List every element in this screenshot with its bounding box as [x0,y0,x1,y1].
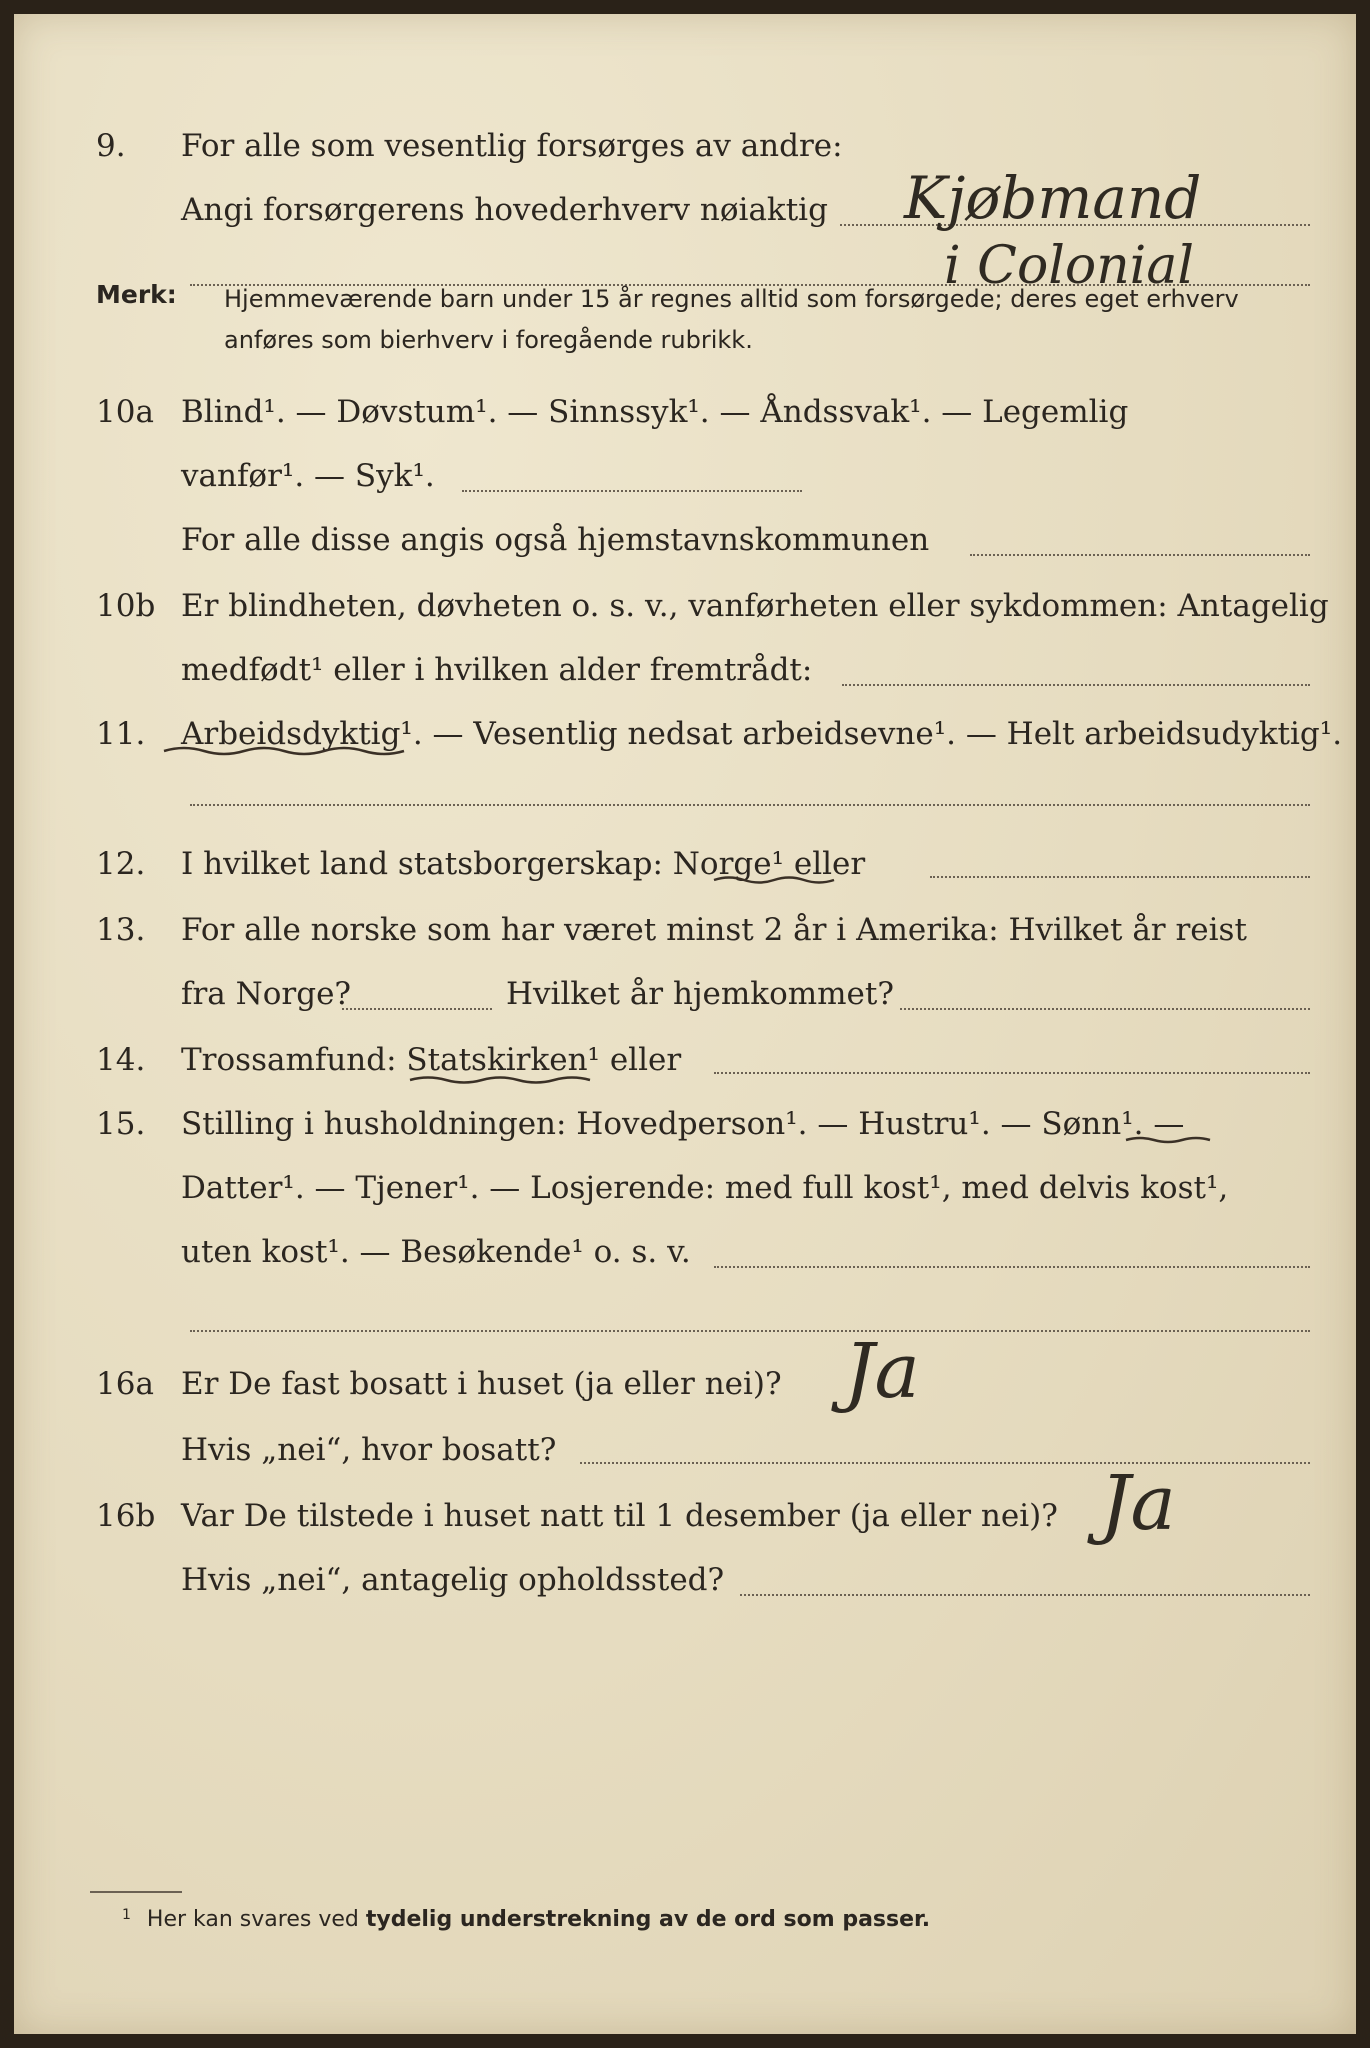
question-text: uten kost¹. — Besøkende¹ o. s. v. [181,1234,691,1270]
answer-line [580,1462,1310,1464]
census-form-page [14,14,1356,2034]
footnote-mark: 1 [122,1907,131,1923]
handwritten-answer-branch: i Colonial [944,236,1194,296]
answer-line [740,1594,1310,1596]
question-text: Stilling i husholdningen: Hovedperson¹. — Hustru¹. — Sønn¹. — [181,1106,1185,1142]
question-text: Hvilket år hjemkommet? [506,976,894,1012]
question-number: 10b [96,588,156,624]
question-text: For alle disse angis også hjemstavnskommunen [181,522,930,558]
question-number: 16b [96,1498,156,1534]
question-number: 11. [96,716,146,752]
question-text: Er De fast bosatt i huset (ja eller nei)? [181,1366,782,1402]
note-label: Merk: [96,280,177,309]
question-text: I hvilket land statsborgerskap: Norge¹ eller [181,846,866,882]
question-text: Hvis „nei“, hvor bosatt? [181,1432,557,1468]
footnote-text-bold: tydelig understrekning av de ord som passer. [365,1907,931,1932]
question-text: For alle norske som har været minst 2 år i Amerika: Hvilket år reist [181,912,1247,948]
handwritten-answer-16a: Ja [844,1326,920,1415]
answer-line [714,1072,1310,1074]
footnote-text: Her kan svares ved [146,1907,366,1932]
note-text-line1: Hjemmeværende barn under 15 år regnes alltid som forsørgede; deres eget erhverv [224,285,1239,313]
question-text: medfødt¹ eller i hvilken alder fremtrådt: [181,652,813,688]
question-number: 14. [96,1042,146,1078]
question-number: 16a [96,1366,154,1402]
footnote-rule [90,1891,182,1893]
answer-line [342,1008,492,1010]
question-text: Er blindheten, døvheten o. s. v., vanførheten eller sykdommen: Antagelig [181,588,1329,624]
question-text: Var De tilstede i huset natt til 1 desember (ja eller nei)? [181,1498,1058,1534]
footnote [122,1907,930,1932]
handwritten-answer-16b: Ja [1100,1458,1176,1547]
handwritten-answer-occupation: Kjøbmand [904,164,1202,232]
answer-line [714,1266,1310,1268]
question-text: fra Norge? [181,976,352,1012]
question-text: Datter¹. — Tjener¹. — Losjerende: med full kost¹, med delvis kost¹, [181,1170,1229,1206]
question-text: Arbeidsdyktig¹. — Vesentlig nedsat arbeidsevne¹. — Helt arbeidsudyktig¹. [181,716,1343,752]
question-number: 13. [96,912,146,948]
question-text: vanfør¹. — Syk¹. [181,458,435,494]
question-number: 10a [96,394,154,430]
answer-line [842,684,1310,686]
question-number: 9. [96,128,126,164]
question-text: For alle som vesentlig forsørges av andre: [181,128,843,164]
answer-line [462,490,802,492]
question-text: Angi forsørgerens hovederhverv nøiaktig [181,192,828,228]
answer-line [190,804,1310,806]
question-number: 12. [96,846,146,882]
underline-marks [14,14,1356,2034]
answer-line [970,554,1310,556]
note-text-line2: anføres som bierhverv i foregående rubrikk. [224,326,753,354]
question-number: 15. [96,1106,146,1142]
answer-line [900,1008,1310,1010]
question-text: Blind¹. — Døvstum¹. — Sinnssyk¹. — Åndssvak¹. — Legemlig [181,394,1129,430]
answer-line [190,1330,1310,1332]
answer-line [930,876,1310,878]
question-text: Hvis „nei“, antagelig opholdssted? [181,1562,725,1598]
question-text: Trossamfund: Statskirken¹ eller [181,1042,682,1078]
